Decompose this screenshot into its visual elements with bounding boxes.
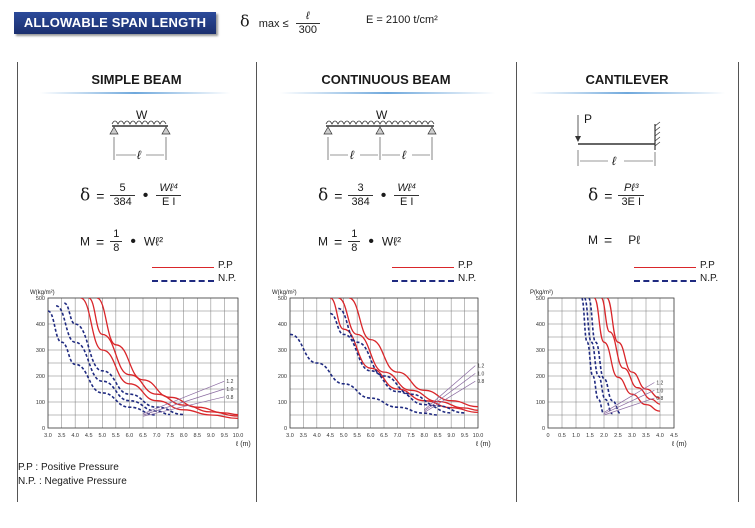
x-tick-label: 4.5 [326,433,335,439]
panel-title-continuous-beam: CONTINUOUS BEAM [321,72,451,87]
coef-numerator: 5 [110,182,134,196]
load-label: W [136,108,148,122]
x-tick-label: 9.5 [460,433,469,439]
x-axis-label: ℓ (m) [236,441,251,448]
thickness-line [424,366,475,410]
x-axis-label: ℓ (m) [476,441,491,448]
y-tick-label: 0 [283,426,287,432]
pp-curve [601,298,660,404]
legend-pp-label: P.P [218,260,233,271]
y-tick-label: 0 [541,426,545,432]
thickness-label: 0.8 [477,379,485,386]
max-label: max ≤ [258,17,289,30]
x-tick-label: 4.5 [670,433,678,439]
y-tick-label: 200 [35,374,45,380]
y-tick-label: 500 [535,296,545,302]
x-tick-label: 8.0 [179,433,188,439]
x-tick-label: 9.0 [207,433,215,439]
legend-np-label: N.P. [700,273,719,284]
span-chart-simple-beam [18,284,256,454]
pp-curve [81,298,238,418]
thickness-label: 1.0 [226,387,234,393]
term-numerator: Wℓ⁴ [394,182,419,196]
coef-denominator: 8 [113,242,120,254]
y-axis-label: W(kg/m²) [272,290,297,296]
x-tick-label: 4.5 [84,433,93,439]
span-label: ℓ [350,148,354,162]
x-tick-label: 5.0 [339,433,348,439]
moment-formula [588,232,640,248]
pp-curve [330,298,478,412]
y-tick-label: 200 [277,374,287,380]
thickness-label: 1.0 [477,371,485,378]
footnote-np: N.P. : Negative Pressure [18,476,127,487]
pp-curve [97,298,238,415]
panel-title-cantilever: CANTILEVER [585,72,669,87]
x-tick-label: 7.0 [393,433,402,439]
y-tick-label: 400 [535,322,545,328]
span-label: ℓ [612,154,616,168]
x-tick-label: 1.5 [586,433,594,439]
x-tick-label: 9.5 [220,433,229,439]
y-tick-label: 500 [277,296,287,302]
panel-title-simple-beam: SIMPLE BEAM [91,72,182,87]
x-axis-label: ℓ (m) [672,441,687,448]
moment-symbol: M [318,234,328,249]
y-tick-label: 500 [35,296,45,302]
x-tick-label: 3.5 [57,433,66,439]
coef-numerator: 1 [110,228,122,242]
limit-numerator: ℓ [296,10,320,24]
y-tick-label: 300 [535,348,545,354]
legend-np-swatch [152,280,214,282]
span-label: ℓ [402,148,406,162]
y-tick-label: 300 [277,348,287,354]
deflection-formula [318,182,419,209]
coef-numerator: 1 [348,228,360,242]
equals-sign: = [96,187,105,204]
term-denominator: E I [400,196,414,208]
delta-symbol: δ [80,185,91,206]
pin-support-icon [428,127,436,134]
multiply-dot: • [368,232,374,250]
x-tick-label: 6.0 [366,433,375,439]
thickness-label: 0.8 [226,394,234,401]
coef-denominator: 8 [351,242,358,254]
coef-denominator: 384 [351,196,370,208]
multiply-dot: • [130,232,136,250]
x-tick-label: 7.5 [166,433,174,439]
x-tick-label: 3.0 [628,433,636,439]
x-tick-label: 4.0 [656,433,664,439]
term-numerator: Wℓ⁴ [156,182,181,196]
moment-term: Pℓ [628,233,641,247]
thickness-label: 1.2 [226,379,234,386]
delta-symbol: δ [588,185,599,206]
x-tick-label: 3.0 [44,433,52,439]
term-denominator: E I [162,196,176,208]
series-group [582,298,660,415]
np-curve [589,298,621,414]
thickness-label: 0.8 [656,396,664,403]
x-tick-label: 4.0 [71,433,79,439]
x-tick-label: 8.0 [420,433,429,439]
page-title: ALLOWABLE SPAN LENGTH [14,12,216,34]
x-tick-label: 10.0 [472,433,484,439]
continuous-beam-diagram [324,121,436,160]
thickness-label: 1.2 [656,380,664,387]
y-tick-label: 200 [535,374,545,380]
delta-symbol: δ [318,185,329,206]
deflection-formula [80,182,181,209]
load-label: P [584,112,593,126]
beam-diagrams [0,0,755,200]
span-chart-continuous-beam [258,284,491,454]
x-tick-label: 8.5 [433,433,442,439]
y-tick-label: 400 [277,322,287,328]
x-tick-label: 5.5 [112,433,120,439]
x-tick-label: 3.5 [642,433,650,439]
legend-pp-swatch [392,267,454,268]
limit-denominator: 300 [298,24,317,36]
x-tick-label: 8.5 [193,433,202,439]
moment-term: Wℓ² [143,234,164,249]
legend-np-label: N.P. [218,273,237,284]
legend-pp-swatch [634,267,696,268]
x-tick-label: 7.0 [152,433,161,439]
delta-symbol: δ [240,11,250,31]
y-tick-label: 100 [535,400,545,406]
equals-sign: = [604,187,613,204]
x-tick-label: 3.5 [299,433,308,439]
pin-support-icon [162,127,170,134]
moment-symbol: M [588,233,598,247]
x-tick-label: 10.0 [232,433,244,439]
pin-support-icon [324,127,332,134]
moment-formula [80,228,163,255]
coef-numerator: 3 [348,182,372,196]
x-tick-label: 2.5 [614,433,622,439]
coef-denominator: 384 [113,196,132,208]
thickness-label: 1.2 [477,363,485,370]
y-tick-label: 300 [35,348,45,354]
x-tick-label: 2.0 [600,433,608,439]
equals-sign: = [96,233,105,250]
equals-sign: = [334,187,343,204]
x-tick-label: 5.5 [353,433,361,439]
legend-pp-swatch [152,267,214,268]
moment-term: Wℓ² [381,234,402,249]
moment-symbol: M [80,234,90,249]
x-tick-label: 6.0 [125,433,134,439]
x-tick-label: 6.5 [380,433,388,439]
x-tick-label: 4.0 [313,433,321,439]
x-tick-label: 3.0 [286,433,294,439]
legend-np-swatch [634,280,696,282]
y-tick-label: 400 [35,322,45,328]
multiply-dot: • [142,186,149,204]
term-numerator: Pℓ³ [618,182,644,196]
equals-sign: = [604,232,613,248]
x-tick-label: 1.0 [572,433,580,439]
x-tick-label: 0 [546,433,550,439]
moment-formula [318,228,401,255]
y-tick-label: 100 [277,400,287,406]
pin-support-icon [110,127,118,134]
span-label: ℓ [137,148,141,162]
np-curve [582,298,604,414]
x-tick-label: 6.5 [139,433,147,439]
multiply-dot: • [380,186,387,204]
thickness-label: 1.0 [656,388,664,395]
legend-np-label: N.P. [458,273,477,284]
x-tick-label: 5.0 [98,433,107,439]
np-curve [64,303,183,414]
load-label: W [376,108,388,122]
y-axis-label: W(kg/m²) [30,290,55,296]
x-tick-label: 7.5 [407,433,415,439]
y-tick-label: 0 [41,426,45,432]
x-tick-label: 9.0 [447,433,455,439]
footnote-pp: P.P : Positive Pressure [18,462,119,473]
equals-sign: = [334,233,343,250]
x-tick-label: 0.5 [558,433,566,439]
term-denominator: 3E I [621,196,642,208]
y-tick-label: 100 [35,400,45,406]
pin-support-icon [376,127,384,134]
legend-pp-label: P.P [458,260,473,271]
deflection-formula [588,182,644,209]
legend-pp-label: P.P [700,260,715,271]
legend-np-swatch [392,280,454,282]
y-axis-label: P(kg/m²) [530,290,553,296]
modulus-label: E = 2100 t/cm² [366,14,438,26]
span-chart-cantilever [518,284,698,454]
